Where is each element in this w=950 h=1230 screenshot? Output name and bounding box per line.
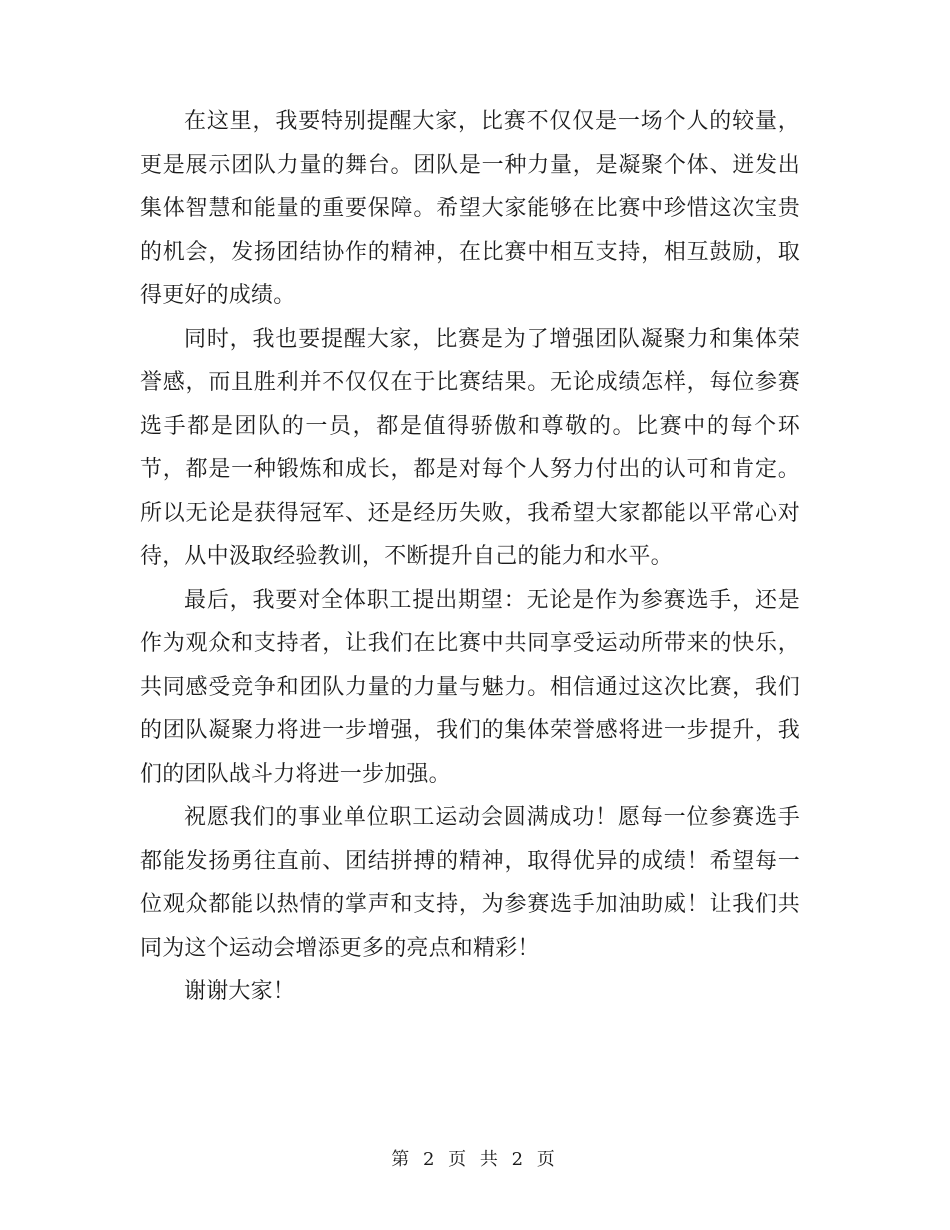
paragraph-thanks: 谢谢大家！	[184, 979, 296, 1004]
document-body	[140, 100, 800, 1014]
paragraph-reminder-teamwork: 在这里，我要特别提醒大家，比赛不仅仅是一场个人的较量，更是展示团队力量的舞台。团队是一种力量，是凝聚个体、迸发出集体智慧和能量的重要保障。希望大家能够在比赛中珍惜这次宝贵的机会，发扬团结协作的精神，在比赛中相互支持，相互鼓励，取得更好的成绩。	[140, 109, 800, 308]
paragraph-reminder-purpose: 同时，我也要提醒大家，比赛是为了增强团队凝聚力和集体荣誉感，而且胜利并不仅仅在于比赛结果。无论成绩怎样，每位参赛选手都是团队的一员，都是值得骄傲和尊敬的。比赛中的每个环节，都是一种锻炼和成长，都是对每个人努力付出的认可和肯定。所以无论是获得冠军、还是经历失败，我希望大家都能以平常心对待，从中汲取经验教训，不断提升自己的能力和水平。	[140, 326, 800, 569]
paragraph-wishes: 祝愿我们的事业单位职工运动会圆满成功！愿每一位参赛选手都能发扬勇往直前、团结拼搏的精神，取得优异的成绩！希望每一位观众都能以热情的掌声和支持，为参赛选手加油助威！让我们共同为这个运动会增添更多的亮点和精彩！	[140, 805, 800, 961]
page-number-footer: 第 2 页 共 2 页	[391, 1149, 559, 1170]
paragraph-expectations: 最后，我要对全体职工提出期望：无论是作为参赛选手，还是作为观众和支持者，让我们在比赛中共同享受运动所带来的快乐，共同感受竞争和团队力量的力量与魅力。相信通过这次比赛，我们的团队凝聚力将进一步增强，我们的集体荣誉感将进一步提升，我们的团队战斗力将进一步加强。	[140, 587, 800, 787]
